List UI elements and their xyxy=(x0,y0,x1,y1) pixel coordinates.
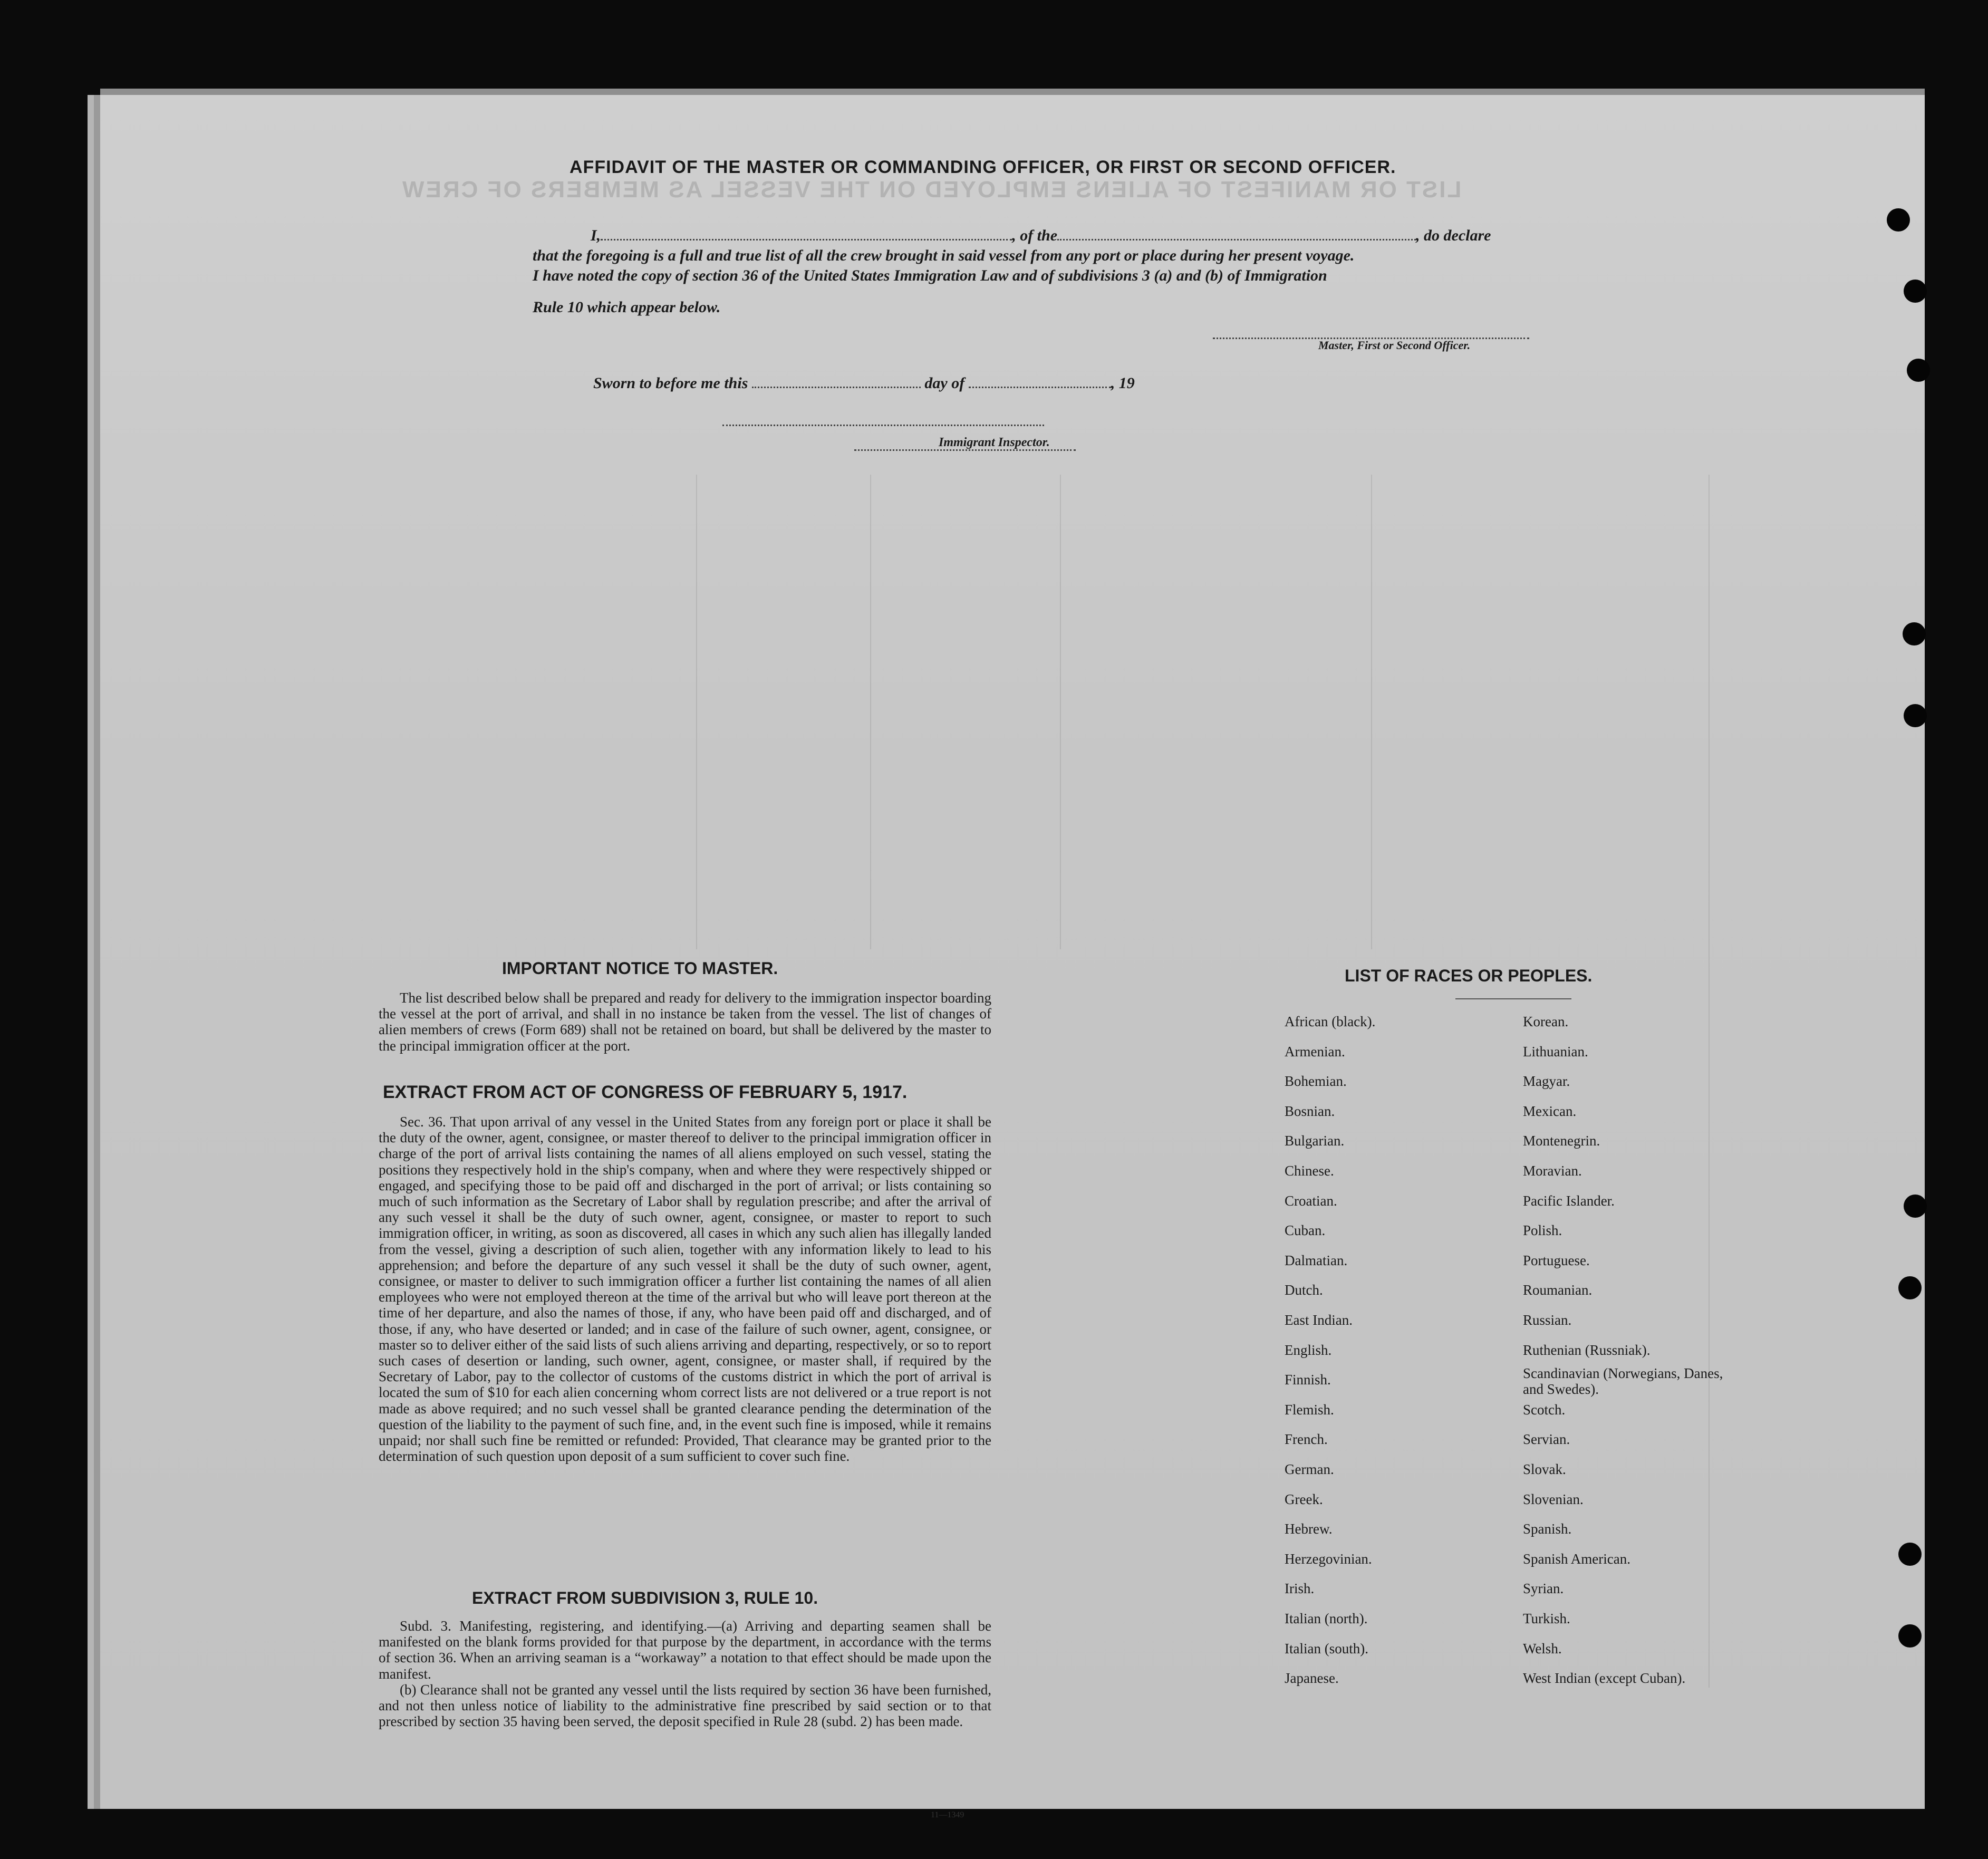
races-title-rule xyxy=(1455,998,1571,999)
race-item: Lithuanian. xyxy=(1523,1043,1588,1059)
race-item: Hebrew. xyxy=(1285,1521,1333,1537)
race-item: Pacific Islander. xyxy=(1523,1192,1615,1209)
race-item: Servian. xyxy=(1523,1431,1570,1448)
race-item: Roumanian. xyxy=(1523,1282,1593,1298)
affidavit-declaration-line xyxy=(591,227,1491,245)
notice-text xyxy=(379,990,991,1054)
document-sheet xyxy=(100,95,1925,1809)
race-item: Croatian. xyxy=(1285,1192,1337,1209)
bleed-through-rule xyxy=(696,475,697,949)
affidavit-declare-label: , do declare xyxy=(1416,227,1491,244)
affidavit-line-4: Rule 10 which appear below. xyxy=(533,298,721,316)
race-item: Cuban. xyxy=(1285,1222,1326,1239)
bleed-through-rule xyxy=(1371,475,1372,949)
race-item: French. xyxy=(1285,1431,1328,1448)
vessel-name-blank xyxy=(1057,239,1416,240)
notice-paragraph: The list described below shall be prepared and ready for delivery to the immigration inspector boarding the vessel at the port of arrival, and shall in no instance be taken from the vessel. The list of changes of alien members of crews (Form 689) shall not be retained on board, but shall be delivered by the master to the principal immigration officer at the port. xyxy=(379,990,991,1054)
bleed-through-rule xyxy=(1060,475,1061,949)
inspector-signature-blank xyxy=(722,425,1044,426)
act-paragraph: Sec. 36. That upon arrival of any vessel in the United States from any foreign port or place it shall be the duty of the owner, agent, consignee, or master thereof to deliver to the principal immigration officer in charge of the port of arrival lists containing the names of all aliens employed on such vessel, stating the positions they respectively hold in the ship's company, when and where they were respectively shipped or engaged, and specifying those to be paid off and discharged in the port of arrival; or lists containing so much of such information as the Secretary of Labor shall by regulation prescribe; and after the arrival of any such vessel it shall be the duty of such owner, agent, consignee, or master to report to such immigration officer, in writing, as soon as discovered, all cases in which any such alien has illegally landed from the vessel, giving a description of such alien, together with any information likely to lead to his apprehension; and before the departure of any such vessel it shall be the duty of such owner, agent, consignee, or master to deliver to such immigration officer a further list containing the names of all alien employees who were not employed thereon at the time of the arrival but who will leave port thereon at the time of her departure, and also the names of those, if any, who have been paid off and discharged, and of those, if any, who have deserted or landed; and in case of the failure of such owner, agent, consignee, or master so to deliver either of the said lists of such aliens arriving and departing, respectively, or so to report such cases of desertion or landing, such owner, agent, consignee, or master shall, if required by the Secretary of Labor, pay to the collector of customs of the customs district in which the port of arrival is located the sum of $10 for each alien concerning whom correct lists are not delivered or a true report is not made as above required; and no such vessel shall be granted clearance pending the determination of the question of the liability to the payment of such fine, and, in the event such fine is imposed, while it remains unpaid; nor shall such fine be remitted or refunded: Provided, That clearance may be granted prior to the determination of such question upon deposit of a sum sufficient to cover such fine. xyxy=(379,1114,991,1465)
races-title: LIST OF RACES OR PEOPLES. xyxy=(1345,966,1593,985)
race-item: Dalmatian. xyxy=(1285,1252,1348,1268)
affidavit-i-label: I, xyxy=(591,227,601,244)
punch-hole xyxy=(1904,280,1927,303)
punch-hole xyxy=(1907,359,1930,382)
race-item: Greek. xyxy=(1285,1491,1323,1507)
race-item: Russian. xyxy=(1523,1312,1572,1328)
sworn-month-blank xyxy=(969,387,1111,388)
race-item: English. xyxy=(1285,1342,1332,1358)
race-item: Montenegrin. xyxy=(1523,1133,1600,1149)
race-item: Syrian. xyxy=(1523,1581,1564,1597)
act-text xyxy=(379,1114,991,1464)
affidavit-of-the-label: , of the xyxy=(1012,227,1058,244)
race-item: Mexican. xyxy=(1523,1103,1577,1119)
race-item: East Indian. xyxy=(1285,1312,1353,1328)
race-item: Spanish. xyxy=(1523,1521,1572,1537)
punch-hole xyxy=(1903,622,1926,646)
rule-paragraph-b: (b) Clearance shall not be granted any vessel until the lists required by section 36 have been furnished, and not then unless notice of liability to the administrative fine prescribed by said section or to that prescribed by section 35 having been served, the deposit specified in Rule 28 (subd. 2) has been made. xyxy=(379,1681,991,1730)
punch-hole xyxy=(1898,1276,1922,1299)
notice-title: IMPORTANT NOTICE TO MASTER. xyxy=(502,959,778,978)
race-item: Italian (south). xyxy=(1285,1640,1368,1656)
race-item: Polish. xyxy=(1523,1222,1562,1239)
race-item: German. xyxy=(1285,1461,1334,1477)
act-title: EXTRACT FROM ACT OF CONGRESS OF FEBRUARY 5, 1917. xyxy=(383,1082,908,1102)
affidavit-line-3: I have noted the copy of section 36 of the United States Immigration Law and of subdivisions 3 (a) and (b) of Immigration xyxy=(533,267,1327,284)
signature-label: Master, First or Second Officer. xyxy=(1318,339,1471,352)
race-item: Korean. xyxy=(1523,1014,1569,1029)
bleed-through-title: LIST OR MANIFEST OF ALIENS EMPLOYED ON THE VESSEL AS MEMBERS OF CREW xyxy=(401,177,1462,203)
affidavit-title: AFFIDAVIT OF THE MASTER OR COMMANDING OFFICER, OR FIRST OR SECOND OFFICER. xyxy=(570,157,1396,177)
race-item: Turkish. xyxy=(1523,1611,1570,1626)
race-item: Slovenian. xyxy=(1523,1491,1584,1507)
inspector-label: Immigrant Inspector. xyxy=(939,436,1050,449)
race-item: Portuguese. xyxy=(1523,1252,1590,1268)
punch-hole xyxy=(1904,704,1927,727)
race-item: Chinese. xyxy=(1285,1163,1334,1179)
race-item: Japanese. xyxy=(1285,1670,1339,1687)
rule-title: EXTRACT FROM SUBDIVISION 3, RULE 10. xyxy=(472,1588,818,1607)
race-item: Italian (north). xyxy=(1285,1611,1368,1626)
bleed-through-rule xyxy=(870,475,871,949)
race-item: Scotch. xyxy=(1523,1401,1566,1418)
sworn-line xyxy=(593,374,1135,392)
race-item: Moravian. xyxy=(1523,1163,1582,1179)
race-item: Scandinavian (Norwegians, Danes, and Swedes). xyxy=(1523,1365,1723,1398)
punch-hole xyxy=(1898,1543,1922,1566)
sworn-label: Sworn to before me this xyxy=(593,374,748,392)
race-item: Flemish. xyxy=(1285,1401,1334,1418)
race-item: Finnish. xyxy=(1285,1372,1331,1388)
punch-hole xyxy=(1904,1195,1927,1218)
race-item: Ruthenian (Russniak). xyxy=(1523,1342,1651,1358)
rule-text xyxy=(379,1618,991,1729)
race-item: Bulgarian. xyxy=(1285,1133,1345,1149)
form-code: 11—1349 xyxy=(931,1810,964,1819)
officer-name-blank xyxy=(601,239,1012,240)
sworn-day-blank xyxy=(752,387,921,388)
race-item: Spanish American. xyxy=(1523,1550,1630,1567)
day-of-label: day of xyxy=(924,374,965,392)
punch-hole xyxy=(1887,208,1910,232)
race-item: Irish. xyxy=(1285,1581,1315,1597)
race-item: Slovak. xyxy=(1523,1461,1566,1477)
race-item: West Indian (except Cuban). xyxy=(1523,1670,1686,1687)
race-item: Bosnian. xyxy=(1285,1103,1335,1119)
punch-hole xyxy=(1898,1624,1922,1648)
race-item: Welsh. xyxy=(1523,1640,1562,1656)
race-item: Dutch. xyxy=(1285,1282,1323,1298)
year-label: , 19 xyxy=(1111,374,1135,392)
race-item: Herzegovinian. xyxy=(1285,1550,1372,1567)
race-item: African (black). xyxy=(1285,1014,1376,1029)
race-item: Armenian. xyxy=(1285,1043,1345,1059)
race-item: Bohemian. xyxy=(1285,1073,1347,1090)
rule-paragraph-a: Subd. 3. Manifesting, registering, and identifying.—(a) Arriving and departing seamen shall be manifested on the blank forms provided for that purpose by the department, in accordance with the terms of section 36. When an arriving seaman is a “workaway” a notation to that effect should be made upon the manifest. xyxy=(379,1618,991,1682)
affidavit-line-2: that the foregoing is a full and true list of all the crew brought in said vessel from any port or place during her present voyage. xyxy=(533,247,1355,264)
bleed-through-rule xyxy=(1709,475,1710,1688)
race-item: Magyar. xyxy=(1523,1073,1570,1090)
